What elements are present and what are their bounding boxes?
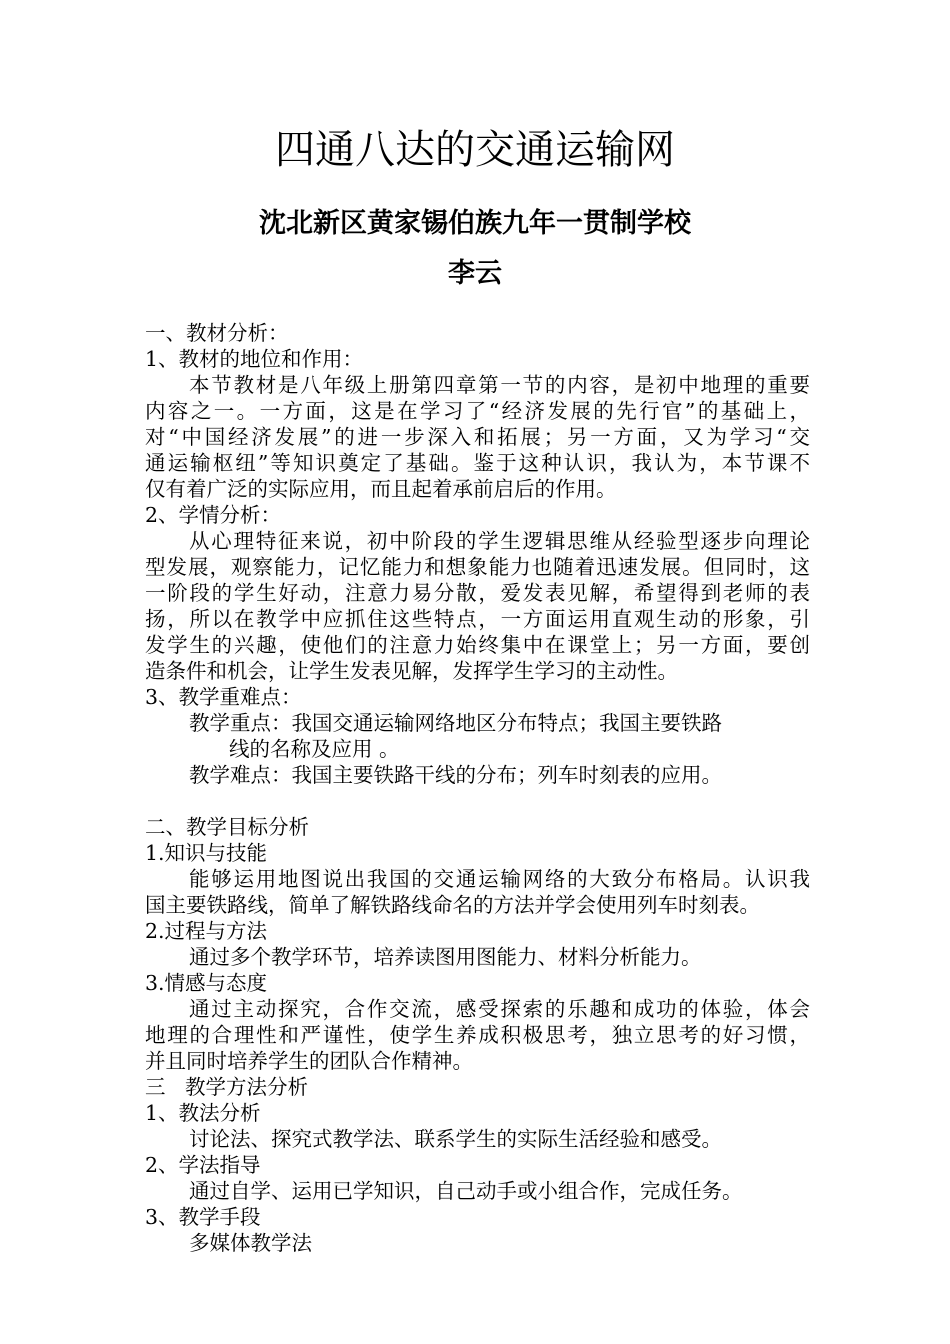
subsection-heading-1-2: 2、学情分析： [145,503,282,527]
subsection-heading-3-2: 2、学法指导 [145,1153,261,1177]
paragraph-line: 本节教材是八年级上册第四章第一节的内容，是初中地理的重要 [189,373,810,397]
paragraph-line: 一阶段的学生好动，注意力易分散，爱发表见解，希望得到老师的表 [145,581,810,605]
section-heading-3: 三 教学方法分析 [145,1075,309,1099]
paragraph-line: 发学生的兴趣，使他们的注意力始终集中在课堂上；另一方面，要创 [145,633,810,657]
paragraph-line: 能够运用地图说出我国的交通运输网络的大致分布格局。认识我 [189,867,810,891]
paragraph-line: 并且同时培养学生的团队合作精神。 [145,1049,473,1073]
section-heading-1: 一、教材分析： [145,321,289,345]
paragraph-line: 讨论法、探究式教学法、联系学生的实际生活经验和感受。 [189,1127,722,1151]
paragraph-line: 造条件和机会，让学生发表见解，发挥学生学习的主动性。 [145,659,678,683]
section-heading-2: 二、教学目标分析 [145,815,309,839]
subsection-heading-2-2: 2.过程与方法 [145,919,268,943]
paragraph-line: 仅有着广泛的实际应用，而且起着承前启后的作用。 [145,477,617,501]
paragraph-line: 地理的合理性和严谨性，使学生养成积极思考，独立思考的好习惯， [145,1023,810,1047]
difficult-point-line: 教学难点：我国主要铁路干线的分布；列车时刻表的应用。 [189,763,722,787]
subsection-heading-1-3: 3、教学重难点： [145,685,302,709]
paragraph-line: 内容之一。一方面，这是在学习了“经济发展的先行官”的基础上， [145,399,810,423]
paragraph-line: 通过自学、运用已学知识，自己动手或小组合作，完成任务。 [189,1179,743,1203]
key-point-line: 线的名称及应用 。 [229,737,400,761]
author-name: 李云 [448,258,502,289]
paragraph-line: 通过主动探究，合作交流，感受探索的乐趣和成功的体验，体会 [189,997,810,1021]
subsection-heading-3-1: 1、教法分析 [145,1101,261,1125]
paragraph-line: 国主要铁路线，简单了解铁路线命名的方法并学会使用列车时刻表。 [145,893,760,917]
document-title: 四通八达的交通运输网 [275,127,675,173]
paragraph-line: 扬，所以在教学中应抓住这些特点，一方面运用直观生动的形象，引 [145,607,810,631]
subsection-heading-3-3: 3、教学手段 [145,1205,261,1229]
paragraph-line: 多媒体教学法 [189,1231,312,1255]
paragraph-line: 型发展，观察能力，记忆能力和想象能力也随着迅速发展。但同时，这 [145,555,810,579]
key-point-line: 教学重点：我国交通运输网络地区分布特点；我国主要铁路 [189,711,722,735]
blank-line [145,788,810,814]
subsection-heading-2-3: 3.情感与态度 [145,971,268,995]
paragraph-line: 通运输枢纽”等知识奠定了基础。鉴于这种认识，我认为，本节课不 [145,451,810,475]
subsection-heading-2-1: 1.知识与技能 [145,841,268,865]
paragraph-line: 对“中国经济发展”的进一步深入和拓展；另一方面，又为学习“交 [145,425,810,449]
paragraph-line: 从心理特征来说，初中阶段的学生逻辑思维从经验型逐步向理论 [189,529,810,553]
document-body [145,320,810,1256]
school-name: 沈北新区黄家锡伯族九年一贯制学校 [259,208,691,239]
paragraph-line: 通过多个教学环节，培养读图用图能力、材料分析能力。 [189,945,702,969]
subsection-heading-1-1: 1、教材的地位和作用： [145,347,364,371]
